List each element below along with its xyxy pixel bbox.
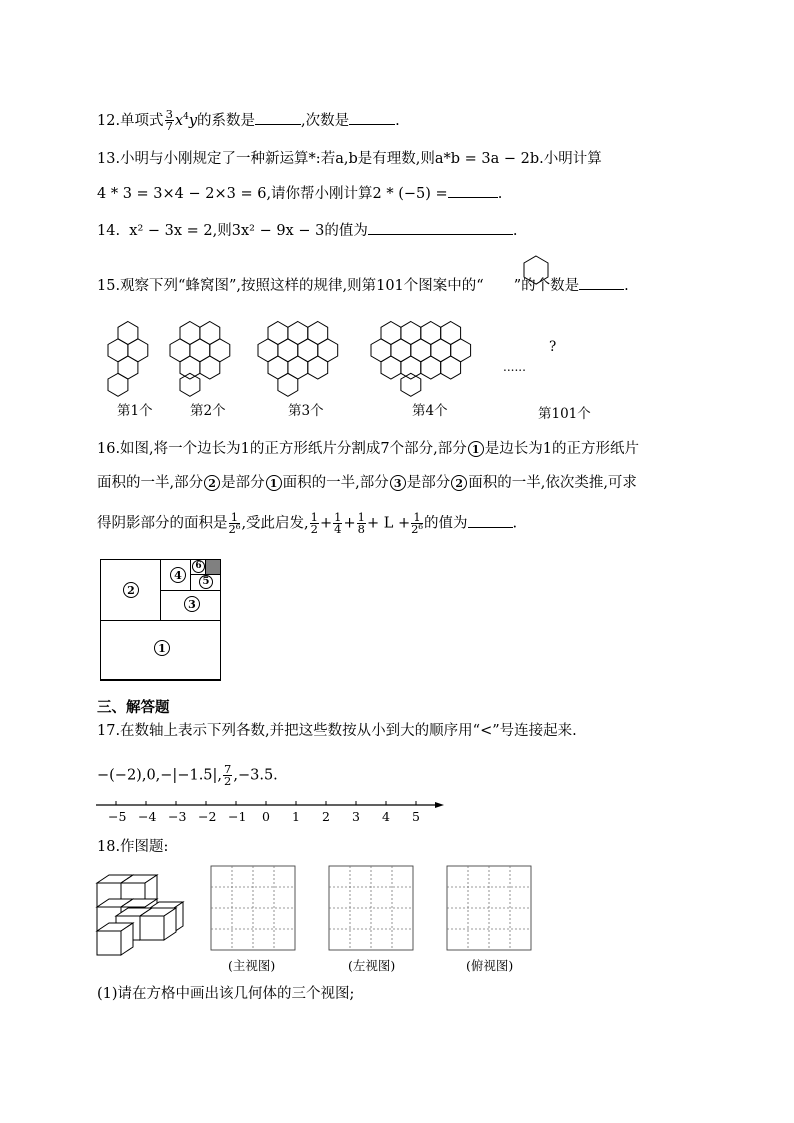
- caption-fig101: 第101个: [538, 406, 591, 422]
- caption-fig3: 第3个: [288, 403, 324, 419]
- caption-left-view: (左视图): [348, 958, 396, 973]
- tick-label: 0: [262, 809, 270, 824]
- tick-label: 4: [382, 809, 390, 824]
- caption-fig4: 第4个: [412, 403, 448, 419]
- tick-label: −3: [168, 809, 187, 824]
- square-diagram: 1 2 3 4 5 6: [100, 559, 221, 680]
- caption-fig1: 第1个: [117, 403, 153, 419]
- tick-label: −2: [198, 809, 217, 824]
- view-grid: [211, 866, 295, 950]
- question-16-line3: 得阴影部分的面积是 $\frac{1}{\text{2⁶}}$ ,受此启发, $\frac{1}{2}$ + $\frac{1}{4}$ + $\frac{1}{8}$ + L + $\frac{1}{\text{2⁶}}$ 的值为 .: [97, 510, 518, 536]
- question-17: 17.在数轴上表示下列各数,并把这些数按从小到大的顺序用“<”号连接起来.: [97, 723, 577, 739]
- tick-label: −4: [138, 809, 157, 824]
- question-18-sub1: (1)请在方格中画出该几何体的三个视图;: [97, 986, 355, 1002]
- question-16-line1: 16.如图,将一个边长为1的正方形纸片分割成7个部分,部分 1 是边长为1的正方形纸片: [97, 441, 639, 457]
- ellipsis: ......: [503, 360, 526, 374]
- tick-label: −5: [108, 809, 127, 824]
- question-15: 15.观察下列“蜂窝图”,按照这样的规律,则第101个图案中的“ ”的个数是 .: [97, 275, 629, 295]
- question-17-numbers: −(−2),0,−|−1.5|, $\frac{7}{2}$ ,−3.5.: [97, 762, 278, 788]
- view-grid: [329, 866, 413, 950]
- tick-label: 2: [322, 809, 330, 824]
- tick-label: 5: [412, 809, 420, 824]
- caption-front-view: (主视图): [228, 958, 276, 973]
- question-mark: ?: [549, 339, 557, 355]
- question-14: 14. x² − 3x = 2,则3x² − 9x − 3的值为 .: [97, 220, 517, 240]
- view-grid: [447, 866, 531, 950]
- question-13-line1: 13.小明与小刚规定了一种新运算*:若a,b是有理数,则a*b = 3a − 2b.小明计算: [97, 151, 602, 167]
- tick-label: 3: [352, 809, 360, 824]
- section-title: 三、解答题: [97, 699, 170, 716]
- question-13-line2: 4 * 3 = 3×4 − 2×3 = 6,请你帮小刚计算2 * (−5) = .: [97, 183, 502, 203]
- tick-label: 1: [292, 809, 300, 824]
- tick-label: −1: [228, 809, 247, 824]
- fraction-3-7: $\frac{3}{7}$: [165, 107, 173, 134]
- caption-fig2: 第2个: [190, 403, 226, 419]
- caption-top-view: (俯视图): [466, 958, 514, 973]
- question-12: 12.单项式 $\frac{3}{7}$ $x^4y$的系数是 ,次数是 .: [97, 107, 400, 134]
- question-18: 18.作图题:: [97, 839, 169, 855]
- question-16-line2: 面积的一半,部分 2 是部分 1 面积的一半,部分 3 是部分 2 面积的一半,依次类推,可求: [97, 475, 637, 491]
